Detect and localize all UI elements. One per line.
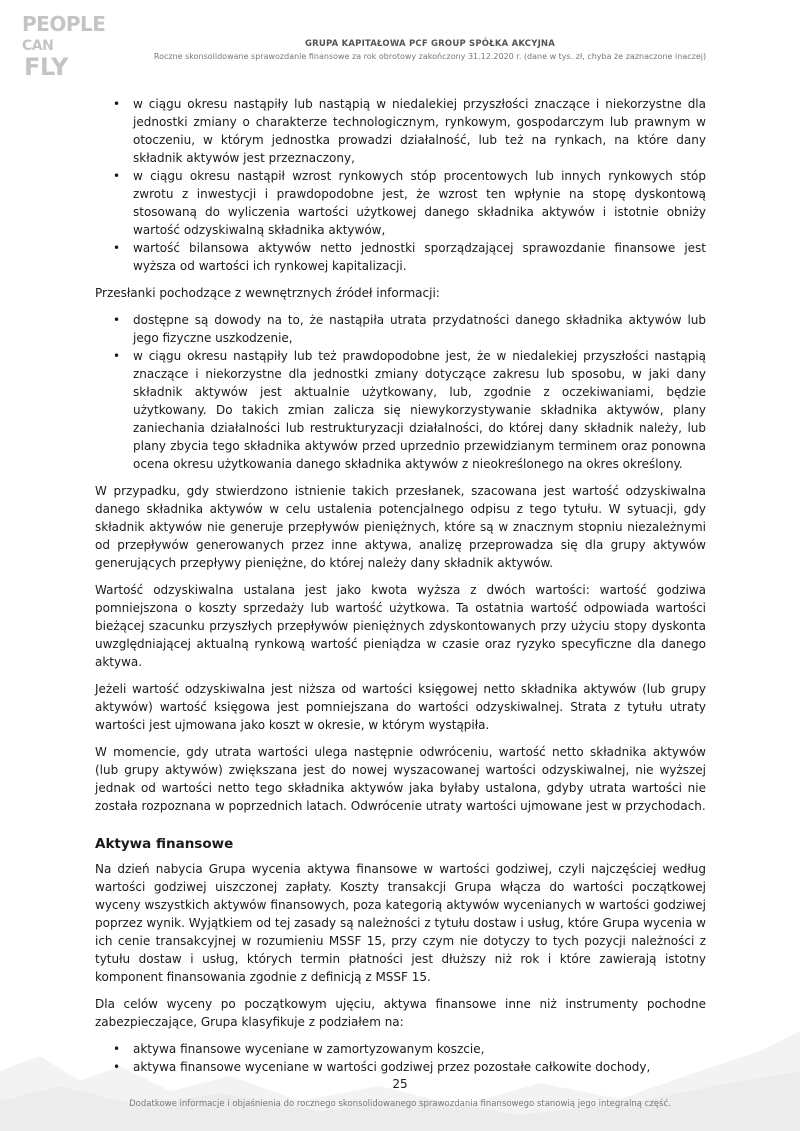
paragraph: Na dzień nabycia Grupa wycenia aktywa finansowe w wartości godziwej, czyli najczęściej według wartości godziwej uiszczonej zapłaty. Koszty transakcji Grupa włącza do wartości początkowej wyceny wszystkich aktywów finansowych, poza kategorią aktywów wycenianych w wartości godziwej poprzez wynik. Wyjątkiem od tej zasady są należności z tytułu dostaw i usług, które Grupa wycenia w ich cenie transakcyjnej w rozumieniu MSSF 15, przy czym nie dotyczy to tych pozycji należności z tytułu dostaw i usług, których termin płatności jest dłuższy niż rok i które zawierają istotny komponent finansowania zgodnie z definicją z MSSF 15.	[95, 862, 706, 984]
internal-indicators-list	[95, 311, 706, 473]
paragraph-internal-sources: Przesłanki pochodzące z wewnętrznych źródeł informacji:	[95, 286, 440, 300]
page-header	[100, 39, 760, 61]
list-item: • aktywa finansowe wyceniane w wartości godziwej przez pozostałe całkowite dochody,	[133, 1058, 706, 1076]
company-logo	[22, 12, 106, 81]
list-item: • w ciągu okresu nastąpił wzrost rynkowych stóp procentowych lub innych rynkowych stóp zwrotu z inwestycji i prawdopodobne jest, że wzrost ten wpłynie na stopę dyskontową stosowaną do wyliczenia wartości użytkowej danego składnika aktywów i istotnie obniży wartość odzyskiwalną składnika aktywów,	[133, 167, 706, 239]
logo-line-2: CAN	[22, 38, 54, 54]
footer-note: Dodatkowe informacje i objaśnienia do rocznego skonsolidowanego sprawozdania finansowego stanowią jego integralną część.	[129, 1099, 671, 1109]
page-number: 25	[392, 1077, 408, 1091]
paragraph: W przypadku, gdy stwierdzono istnienie takich przesłanek, szacowana jest wartość odzyskiwalna danego składnika aktywów w celu ustalenia potencjalnego odpisu z tego tytułu. W sytuacji, gdy składnik aktywów nie generuje przepływów pieniężnych, które są w znacznym stopniu niezależnymi od przepływów generowanych przez inne aktywa, analizę przeprowadza się dla grupy aktywów generujących przepływy pieniężne, do której należy dany składnik aktywów.	[95, 484, 706, 570]
logo-line-1: PEOPLE	[22, 12, 106, 36]
logo-line-3: FLY	[24, 52, 68, 81]
external-indicators-list	[95, 95, 706, 275]
list-item: • aktywa finansowe wyceniane w zamortyzowanym koszcie,	[133, 1040, 706, 1058]
document-body	[95, 95, 706, 1085]
company-name: GRUPA KAPITAŁOWA PCF GROUP SPÓŁKA AKCYJNA	[304, 39, 556, 49]
paragraph: W momencie, gdy utrata wartości ulega następnie odwróceniu, wartość netto składnika aktywów (lub grupy aktywów) zwiększana jest do nowej wyszacowanej wartości odzyskiwalnej, nie wyższej jednak od wartości netto tego składnika aktywów jaka byłaby ustalona, gdyby utrata wartości nie została rozpoznana w poprzednich latach. Odwrócenie utraty wartości ujmowane jest w przychodach.	[95, 745, 706, 813]
report-subtitle: Roczne skonsolidowane sprawozdanie finansowe za rok obrotowy zakończony 31.12.2020 r. (dane w tys. zł, chyba że zaznaczone inaczej)	[153, 52, 707, 61]
paragraph: Wartość odzyskiwalna ustalana jest jako kwota wyższa z dwóch wartości: wartość godziwa pomniejszona o koszty sprzedaży lub wartość użytkowa. Ta ostatnia wartość odpowiada wartości bieżącej szacunku przyszłych przepływów pieniężnych zdyskontowanych przy użyciu stopy dyskonta uwzględniającej aktualną rynkową wartość pieniądza w czasie oraz ryzyko specyficzne dla danego aktywa.	[95, 583, 706, 669]
paragraph: Jeżeli wartość odzyskiwalna jest niższa od wartości księgowej netto składnika aktywów (lub grupy aktywów) wartość księgowa jest pomniejszana do wartości odzyskiwalnej. Strata z tytułu utraty wartości jest ujmowana jako koszt w okresie, w którym wystąpiła.	[95, 682, 706, 732]
classification-list	[95, 1040, 706, 1076]
list-item: • wartość bilansowa aktywów netto jednostki sporządzającej sprawozdanie finansowe jest wyższa od wartości ich rynkowej kapitalizacji.	[133, 239, 706, 275]
section-heading: Aktywa finansowe	[95, 836, 234, 852]
list-item: • w ciągu okresu nastąpiły lub też prawdopodobne jest, że w niedalekiej przyszłości nastąpią znaczące i niekorzystne dla jednostki zmiany dotyczące zakresu lub sposobu, w jaki dany składnik aktywów jest aktualnie użytkowany, lub, zgodnie z oczekiwaniami, będzie użytkowany. Do takich zmian zalicza się niewykorzystywanie składnika aktywów, plany zaniechania działalności lub restrukturyzacji działalności, do której dany składnik należy, lub plany zbycia tego składnika aktywów przed uprzednio przewidzianym terminem oraz ponowna ocena okresu użytkowania danego składnika aktywów z nieokreślonego na okres określony.	[133, 347, 706, 473]
list-item: • dostępne są dowody na to, że nastąpiła utrata przydatności danego składnika aktywów lub jego fizyczne uszkodzenie,	[133, 311, 706, 347]
list-item: • w ciągu okresu nastąpiły lub nastąpią w niedalekiej przyszłości znaczące i niekorzystne dla jednostki zmiany o charakterze technologicznym, rynkowym, gospodarczym lub prawnym w otoczeniu, w którym jednostka prowadzi działalność, lub też na rynkach, na które dany składnik aktywów jest przeznaczony,	[133, 95, 706, 167]
paragraph: Dla celów wyceny po początkowym ujęciu, aktywa finansowe inne niż instrumenty pochodne zabezpieczające, Grupa klasyfikuje z podziałem na:	[95, 997, 706, 1029]
